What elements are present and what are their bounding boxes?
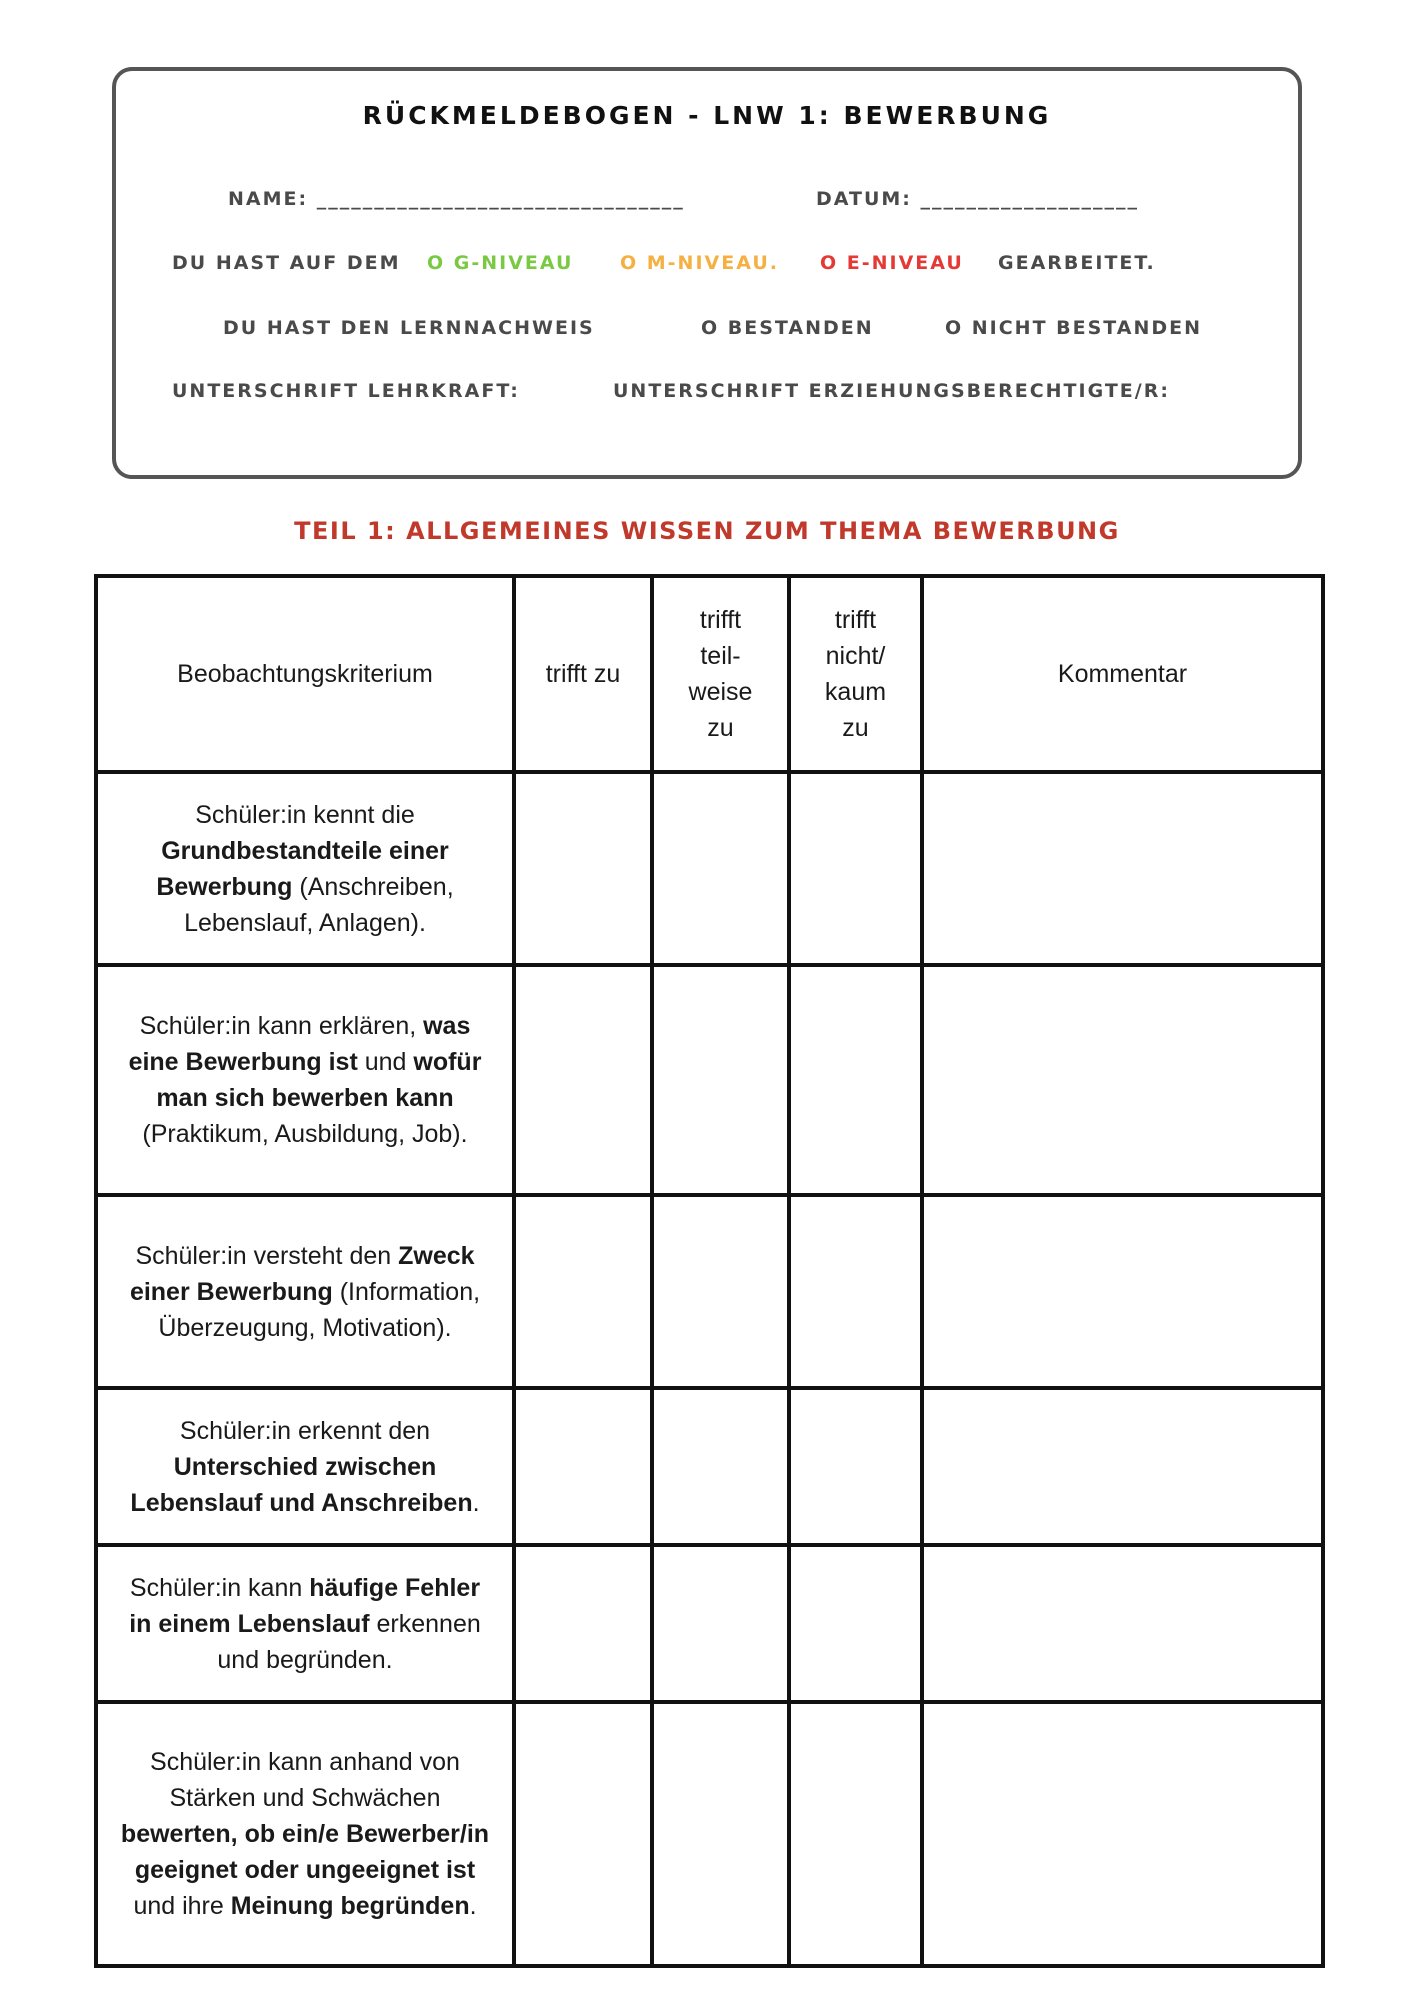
criterion-cell: Schüler:in kann häufige Fehler in einem Lebenslauf erkennen und begründen. (96, 1545, 514, 1702)
nicht-bestanden-option[interactable]: O NICHT BESTANDEN (945, 317, 1203, 339)
niveau-suffix: GEARBEITET. (998, 252, 1156, 274)
name-field-row (228, 188, 685, 210)
name-line[interactable]: ________________________________ (316, 188, 685, 210)
table-row (96, 1545, 1323, 1702)
datum-field-row (816, 188, 1139, 210)
rating-cell-applies[interactable] (514, 1388, 652, 1545)
m-niveau-option[interactable]: O M-NIVEAU. (620, 252, 779, 274)
criterion-cell: Schüler:in kann erklären, was eine Bewerbung ist und wofür man sich bewerben kann (Praktikum, Ausbildung, Job). (96, 965, 514, 1195)
table-row (96, 965, 1323, 1195)
comment-cell[interactable] (922, 1388, 1323, 1545)
rating-cell-applies[interactable] (514, 1195, 652, 1388)
e-niveau-option[interactable]: O E-NIVEAU (820, 252, 964, 274)
rating-cell-not[interactable] (789, 1388, 922, 1545)
column-header-comment: Kommentar (922, 576, 1323, 772)
rating-cell-partly[interactable] (652, 1388, 789, 1545)
table-row (96, 1388, 1323, 1545)
g-niveau-option[interactable]: O G-NIVEAU (427, 252, 574, 274)
criterion-cell: Schüler:in kann anhand von Stärken und Schwächen bewerten, ob ein/e Bewerber/in geeignet oder ungeeignet ist und ihre Meinung begründen. (96, 1702, 514, 1966)
comment-cell[interactable] (922, 965, 1323, 1195)
name-label: NAME: (228, 188, 309, 210)
rating-cell-applies[interactable] (514, 772, 652, 965)
rating-cell-partly[interactable] (652, 1702, 789, 1966)
signature-teacher-label: UNTERSCHRIFT LEHRKRAFT: (172, 380, 520, 402)
table-row (96, 1702, 1323, 1966)
column-header-criterion: Beobachtungskriterium (96, 576, 514, 772)
criterion-cell: Schüler:in kennt die Grundbestandteile einer Bewerbung (Anschreiben, Lebenslauf, Anlagen). (96, 772, 514, 965)
rating-cell-not[interactable] (789, 772, 922, 965)
rating-cell-not[interactable] (789, 1545, 922, 1702)
column-header-not: trifft nicht/ kaum zu (789, 576, 922, 772)
datum-line[interactable]: ___________________ (920, 188, 1140, 210)
bestanden-option[interactable]: O BESTANDEN (701, 317, 874, 339)
rating-cell-not[interactable] (789, 1195, 922, 1388)
lnw-prefix: DU HAST DEN LERNNACHWEIS (223, 317, 595, 339)
criterion-cell: Schüler:in erkennt den Unterschied zwischen Lebenslauf und Anschreiben. (96, 1388, 514, 1545)
comment-cell[interactable] (922, 1195, 1323, 1388)
table-row (96, 772, 1323, 965)
rating-cell-applies[interactable] (514, 1702, 652, 1966)
column-header-applies: trifft zu (514, 576, 652, 772)
rating-cell-applies[interactable] (514, 1545, 652, 1702)
comment-cell[interactable] (922, 1545, 1323, 1702)
rating-cell-partly[interactable] (652, 772, 789, 965)
signature-parent-label: UNTERSCHRIFT ERZIEHUNGSBERECHTIGTE/R: (613, 380, 1170, 402)
rating-cell-not[interactable] (789, 965, 922, 1195)
rating-cell-partly[interactable] (652, 965, 789, 1195)
rating-cell-partly[interactable] (652, 1545, 789, 1702)
criterion-cell: Schüler:in versteht den Zweck einer Bewerbung (Information, Überzeugung, Motivation). (96, 1195, 514, 1388)
criteria-table (94, 574, 1325, 1968)
datum-label: DATUM: (816, 188, 912, 210)
comment-cell[interactable] (922, 772, 1323, 965)
comment-cell[interactable] (922, 1702, 1323, 1966)
feedback-header-box (112, 67, 1302, 479)
section-heading: TEIL 1: ALLGEMEINES WISSEN ZUM THEMA BEWERBUNG (294, 517, 1120, 545)
form-title: RÜCKMELDEBOGEN - LNW 1: BEWERBUNG (362, 101, 1052, 130)
table-row (96, 1195, 1323, 1388)
column-header-partly: trifft teil- weise zu (652, 576, 789, 772)
rating-cell-not[interactable] (789, 1702, 922, 1966)
rating-cell-applies[interactable] (514, 965, 652, 1195)
rating-cell-partly[interactable] (652, 1195, 789, 1388)
table-header-row (96, 576, 1323, 772)
niveau-prefix: DU HAST AUF DEM (172, 252, 401, 274)
